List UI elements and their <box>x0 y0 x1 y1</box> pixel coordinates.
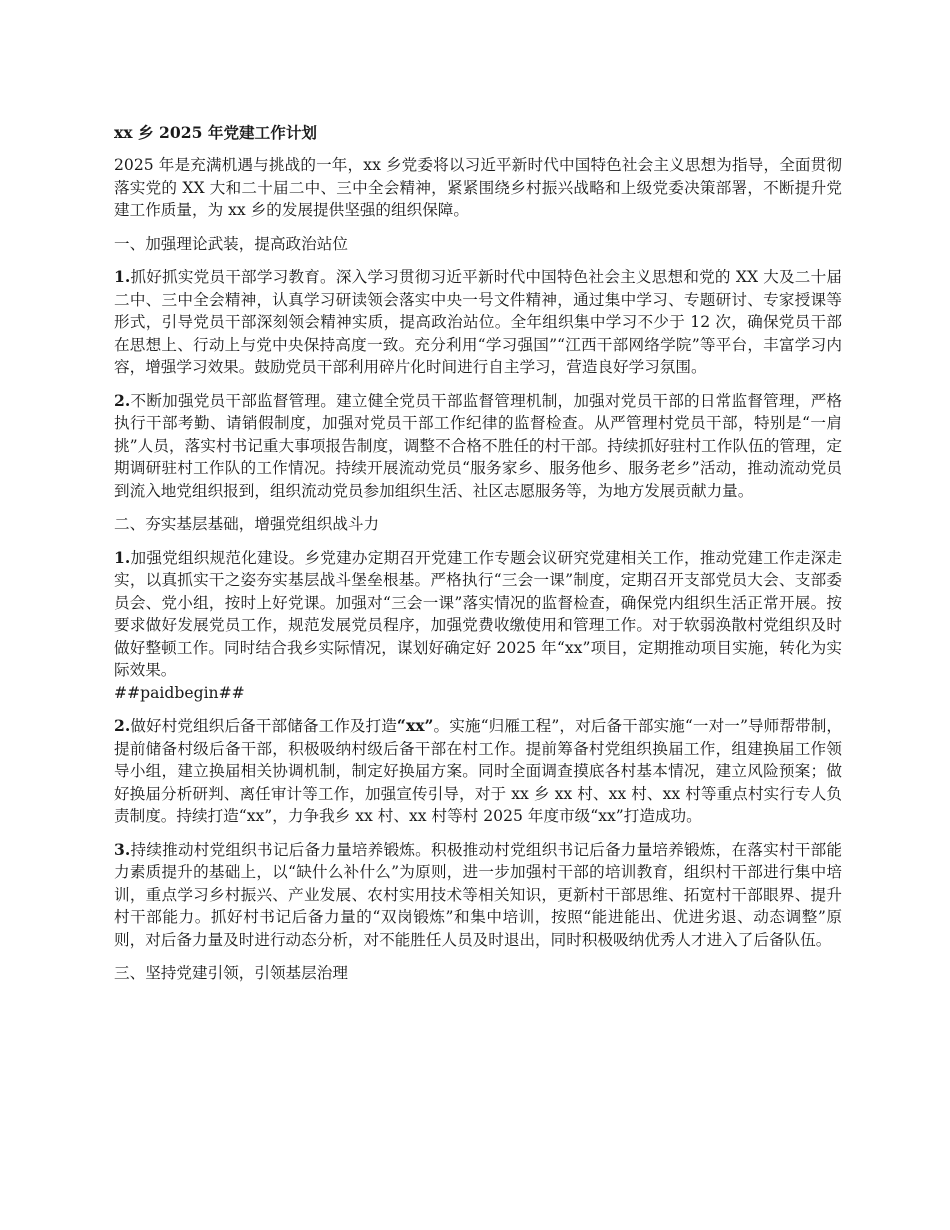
section-3-heading: 三、坚持党建引领，引领基层治理 <box>114 964 348 982</box>
item-text: 不断加强党员干部监督管理。建立健全党员干部监督管理机制，加强对党员干部的日常监督管理，严格执行干部考勤、请销假制度，加强对党员干部工作纪律的监督检查。从严管理村党员干部，特别是“一肩挑”人员，落实村书记重大事项报告制度，调整不合格不胜任的村干部。持续抓好驻村工作队伍的管理，定期调研驻村工作队的工作情况。持续开展流动党员“服务家乡、服务他乡、服务老乡”活动，推动流动党员到流入地党组织报到，组织流动党员参加组织生活、社区志愿服务等，为地方发展贡献力量。 <box>114 391 842 500</box>
item-lead-text: 做好村党组织后备干部储备工作及打造 <box>130 717 397 735</box>
section-1-item-2 <box>114 390 842 503</box>
item-number: 1. <box>114 547 131 567</box>
section-2-item-2 <box>114 715 842 828</box>
document-title: xx 乡 2025 年党建工作计划 <box>114 123 318 142</box>
item-text: 加强党组织规范化建设。乡党建办定期召开党建工作专题会议研究党建相关工作，推动党建工作走深走实，以真抓实干之姿夯实基层战斗堡垒根基。严格执行“三会一课”制度，定期召开支部党员大会、支部委员会、党小组，按时上好党课。加强对“三会一课”落实情况的监督检查，确保党内组织生活正常开展。按要求做好发展党员工作，规范发展党员程序，加强党费收缴使用和管理工作。对于软弱涣散村党组织及时做好整顿工作。同时结合我乡实际情况，谋划好确定好 2025 年“xx”项目，定期推动项目实施，转化为实际效果。 <box>114 548 842 679</box>
section-2-item-3 <box>114 839 842 952</box>
section-1-item-1 <box>114 266 842 379</box>
document-page <box>114 122 842 996</box>
section-2-heading: 二、夯实基层基础，增强党组织战斗力 <box>114 515 380 533</box>
item-text: 抓好抓实党员干部学习教育。深入学习贯彻习近平新时代中国特色社会主义思想和党的 XX 大及二十届二中、三中全会精神，认真学习研读领会落实中央一号文件精神，通过集中学习、专题研讨、专家授课等形式，引导党员干部深刻领会精神实质，提高政治站位。全年组织集中学习不少于 12 次，确保党员干部在思想上、行动上与党中央保持高度一致。充分利用“学习强国”“江西干部网络学院”等平台，丰富学习内容，增强学习效果。鼓励党员干部利用碎片化时间进行自主学习，营造良好学习氛围。 <box>114 268 842 376</box>
section-2-item-1 <box>114 547 842 705</box>
item-number: 2. <box>114 390 131 410</box>
item-text: 持续推动村党组织书记后备力量培养锻炼。积极推动村党组织书记后备力量培养锻炼，在落实村干部能力素质提升的基础上，以“缺什么补什么”为原则，进一步加强村干部的培训教育，组织村干部进行集中培训，重点学习乡村振兴、产业发展、农村实用技术等相关知识，更新村干部思维、拓宽村干部眼界、提升村干部能力。抓好村书记后备力量的“双岗锻炼”和集中培训，按照“能进能出、优进劣退、动态调整”原则，对后备力量及时进行动态分析，对不能胜任人员及时退出，同时积极吸纳优秀人才进入了后备队伍。 <box>114 840 842 949</box>
item-number: 3. <box>114 839 131 859</box>
item-number: 2. <box>114 716 131 735</box>
paid-begin-marker: ##paidbegin## <box>114 683 245 702</box>
item-number: 1. <box>114 267 131 286</box>
intro-paragraph: 2025 年是充满机遇与挑战的一年，xx 乡党委将以习近平新时代中国特色社会主义思想为指导，全面贯彻落实党的 XX 大和二十届二中、三中全会精神，紧紧围绕乡村振兴战略和上级党委决策部署，不断提升党建工作质量，为 xx 乡的发展提供坚强的组织保障。 <box>114 156 842 219</box>
section-1-heading: 一、加强理论武装，提高政治站位 <box>114 234 348 253</box>
item-bold-term: “xx” <box>396 716 434 735</box>
item-text: 。实施“归雁工程”，对后备干部实施“一对一”导师帮带制，提前储备村级后备干部，积极吸纳村级后备干部在村工作。提前筹备村党组织换届工作，组建换届工作领导小组，建立换届相关协调机制，制定好换届方案。同时全面调查摸底各村基本情况，建立风险预案；做好换届分析研判、离任审计等工作，加强宣传引导，对于 xx 乡 xx 村、xx 村、xx 村等重点村实行专人负责制度。持续打造“xx”，力争我乡 xx 村、xx 村等村 2025 年度市级“xx”打造成功。 <box>114 717 842 825</box>
